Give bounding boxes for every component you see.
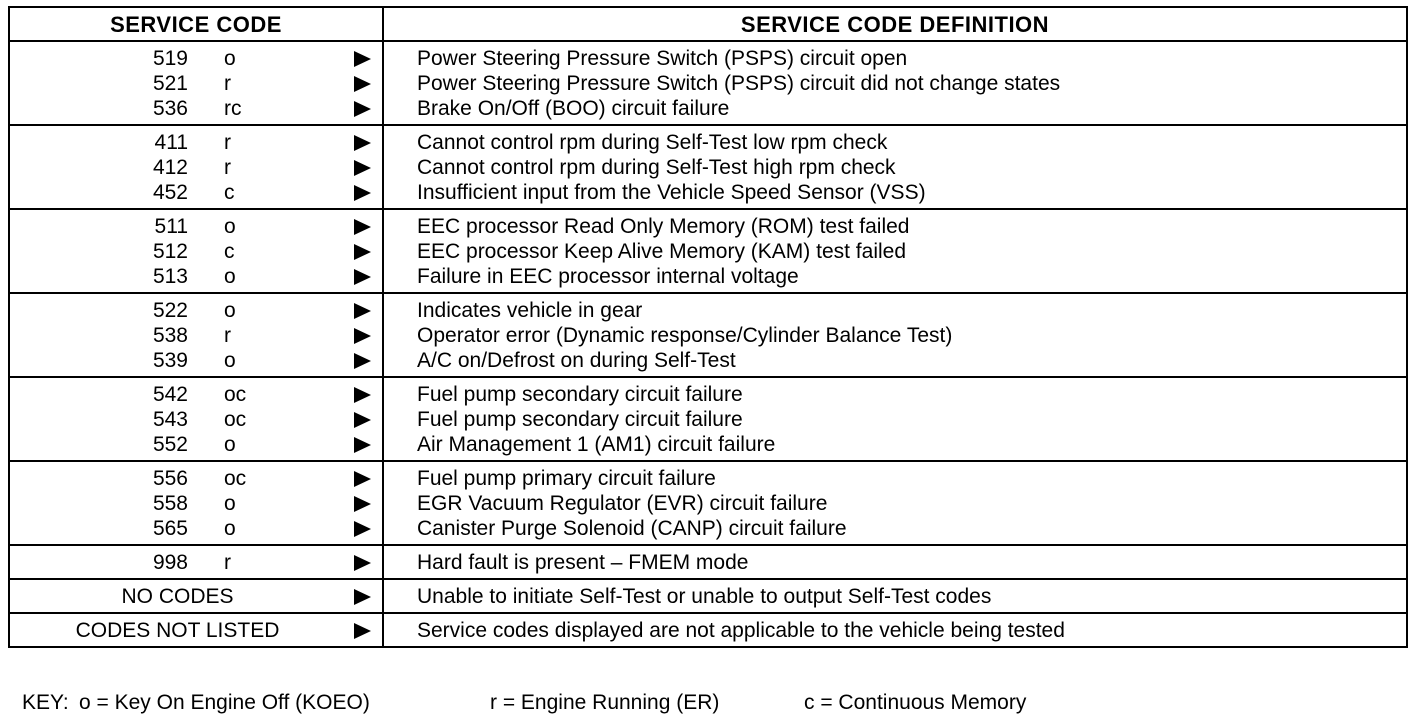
code-definition: Insufficient input from the Vehicle Speed Sensor (VSS)	[417, 181, 926, 204]
code-definition: Operator error (Dynamic response/Cylinder Balance Test)	[417, 324, 953, 347]
table-row	[10, 550, 1406, 575]
service-code: 539	[152, 349, 188, 372]
service-code: 543	[152, 408, 188, 431]
service-code-column-header: SERVICE CODE	[110, 12, 282, 37]
code-group	[10, 294, 1406, 378]
service-code: CODES NOT LISTED	[75, 619, 280, 642]
test-condition: o	[224, 47, 236, 70]
table-row	[10, 130, 1406, 155]
code-group	[10, 378, 1406, 462]
service-code: 565	[152, 517, 188, 540]
service-code: 511	[154, 215, 188, 238]
code-group	[10, 546, 1406, 580]
service-code: 512	[152, 240, 188, 263]
code-group	[10, 580, 1406, 614]
service-code: NO CODES	[121, 585, 234, 608]
table-row	[10, 323, 1406, 348]
code-definition: EEC processor Keep Alive Memory (KAM) test failed	[417, 240, 907, 263]
pointer-arrow-icon	[354, 219, 371, 235]
code-definition: Cannot control rpm during Self-Test low rpm check	[417, 131, 888, 154]
test-condition: oc	[224, 467, 247, 490]
pointer-arrow-icon	[354, 51, 371, 67]
code-definition: Canister Purge Solenoid (CANP) circuit failure	[417, 517, 847, 540]
definition-column-header: SERVICE CODE DEFINITION	[740, 12, 1050, 37]
code-group	[10, 42, 1406, 126]
service-code: 538	[152, 324, 188, 347]
service-code: 513	[152, 265, 188, 288]
pointer-arrow-icon	[354, 412, 371, 428]
pointer-arrow-icon	[354, 353, 371, 369]
key-label: KEY:	[22, 691, 69, 714]
test-condition: r	[224, 551, 231, 574]
key-c: c = Continuous Memory	[804, 691, 1027, 714]
service-code: 536	[152, 97, 188, 120]
table-row	[10, 407, 1406, 432]
key-r: r = Engine Running (ER)	[490, 691, 720, 714]
test-condition: o	[224, 492, 236, 515]
test-condition: c	[224, 240, 235, 263]
code-definition: Fuel pump primary circuit failure	[417, 467, 716, 490]
table-row	[10, 155, 1406, 180]
table-row	[10, 298, 1406, 323]
pointer-arrow-icon	[354, 244, 371, 260]
table-row	[10, 264, 1406, 289]
test-condition: r	[224, 72, 231, 95]
table-row	[10, 348, 1406, 373]
table-row	[10, 214, 1406, 239]
test-condition: r	[224, 131, 231, 154]
test-condition: o	[224, 433, 236, 456]
code-definition: Hard fault is present – FMEM mode	[417, 551, 749, 574]
service-code: 542	[152, 383, 188, 406]
code-definition: Air Management 1 (AM1) circuit failure	[417, 433, 776, 456]
test-condition: oc	[224, 408, 247, 431]
test-condition: o	[224, 215, 236, 238]
service-code: 552	[152, 433, 188, 456]
code-definition: A/C on/Defrost on during Self-Test	[417, 349, 736, 372]
service-code: 558	[152, 492, 188, 515]
pointer-arrow-icon	[354, 589, 371, 605]
service-code: 556	[152, 467, 188, 490]
service-code: 519	[152, 47, 188, 70]
table-row	[10, 491, 1406, 516]
table-row	[10, 516, 1406, 541]
code-group	[10, 614, 1406, 646]
pointer-arrow-icon	[354, 471, 371, 487]
service-code: 521	[152, 72, 188, 95]
code-definition: EGR Vacuum Regulator (EVR) circuit failure	[417, 492, 828, 515]
table-row	[10, 180, 1406, 205]
code-group	[10, 210, 1406, 294]
table-header	[10, 8, 1406, 42]
table-row	[10, 618, 1406, 643]
service-code: 998	[152, 551, 188, 574]
pointer-arrow-icon	[354, 160, 371, 176]
service-code: 452	[152, 181, 188, 204]
test-condition: oc	[224, 383, 247, 406]
table-row	[10, 46, 1406, 71]
test-condition: o	[224, 299, 236, 322]
key-o: o = Key On Engine Off (KOEO)	[79, 691, 370, 714]
code-group	[10, 126, 1406, 210]
table-row	[10, 432, 1406, 457]
code-definition: Indicates vehicle in gear	[417, 299, 643, 322]
table-row	[10, 239, 1406, 264]
table-row	[10, 466, 1406, 491]
pointer-arrow-icon	[354, 185, 371, 201]
pointer-arrow-icon	[354, 101, 371, 117]
test-condition: r	[224, 324, 231, 347]
pointer-arrow-icon	[354, 135, 371, 151]
code-group	[10, 462, 1406, 546]
code-definition: Fuel pump secondary circuit failure	[417, 383, 743, 406]
code-definition: Cannot control rpm during Self-Test high rpm check	[417, 156, 896, 179]
pointer-arrow-icon	[354, 521, 371, 537]
test-condition: r	[224, 156, 231, 179]
table-body	[10, 42, 1406, 646]
test-condition: rc	[224, 97, 242, 120]
pointer-arrow-icon	[354, 76, 371, 92]
pointer-arrow-icon	[354, 623, 371, 639]
pointer-arrow-icon	[354, 555, 371, 571]
pointer-arrow-icon	[354, 437, 371, 453]
code-definition: Power Steering Pressure Switch (PSPS) circuit did not change states	[417, 72, 1061, 95]
pointer-arrow-icon	[354, 328, 371, 344]
table-row	[10, 71, 1406, 96]
test-condition: o	[224, 517, 236, 540]
pointer-arrow-icon	[354, 303, 371, 319]
service-code-table	[8, 6, 1408, 648]
pointer-arrow-icon	[354, 269, 371, 285]
code-definition: Failure in EEC processor internal voltage	[417, 265, 799, 288]
table-row	[10, 584, 1406, 609]
service-code: 522	[152, 299, 188, 322]
table-row	[10, 96, 1406, 121]
code-definition: Unable to initiate Self-Test or unable to output Self-Test codes	[417, 585, 992, 608]
pointer-arrow-icon	[354, 496, 371, 512]
test-condition: c	[224, 181, 235, 204]
service-code: 411	[154, 131, 188, 154]
code-definition: Brake On/Off (BOO) circuit failure	[417, 97, 730, 120]
code-definition: Power Steering Pressure Switch (PSPS) circuit open	[417, 47, 908, 70]
pointer-arrow-icon	[354, 387, 371, 403]
test-condition: o	[224, 265, 236, 288]
code-definition: Fuel pump secondary circuit failure	[417, 408, 743, 431]
code-definition: Service codes displayed are not applicable to the vehicle being tested	[417, 619, 1065, 642]
code-definition: EEC processor Read Only Memory (ROM) test failed	[417, 215, 910, 238]
test-condition: o	[224, 349, 236, 372]
table-row	[10, 382, 1406, 407]
service-code: 412	[152, 156, 188, 179]
